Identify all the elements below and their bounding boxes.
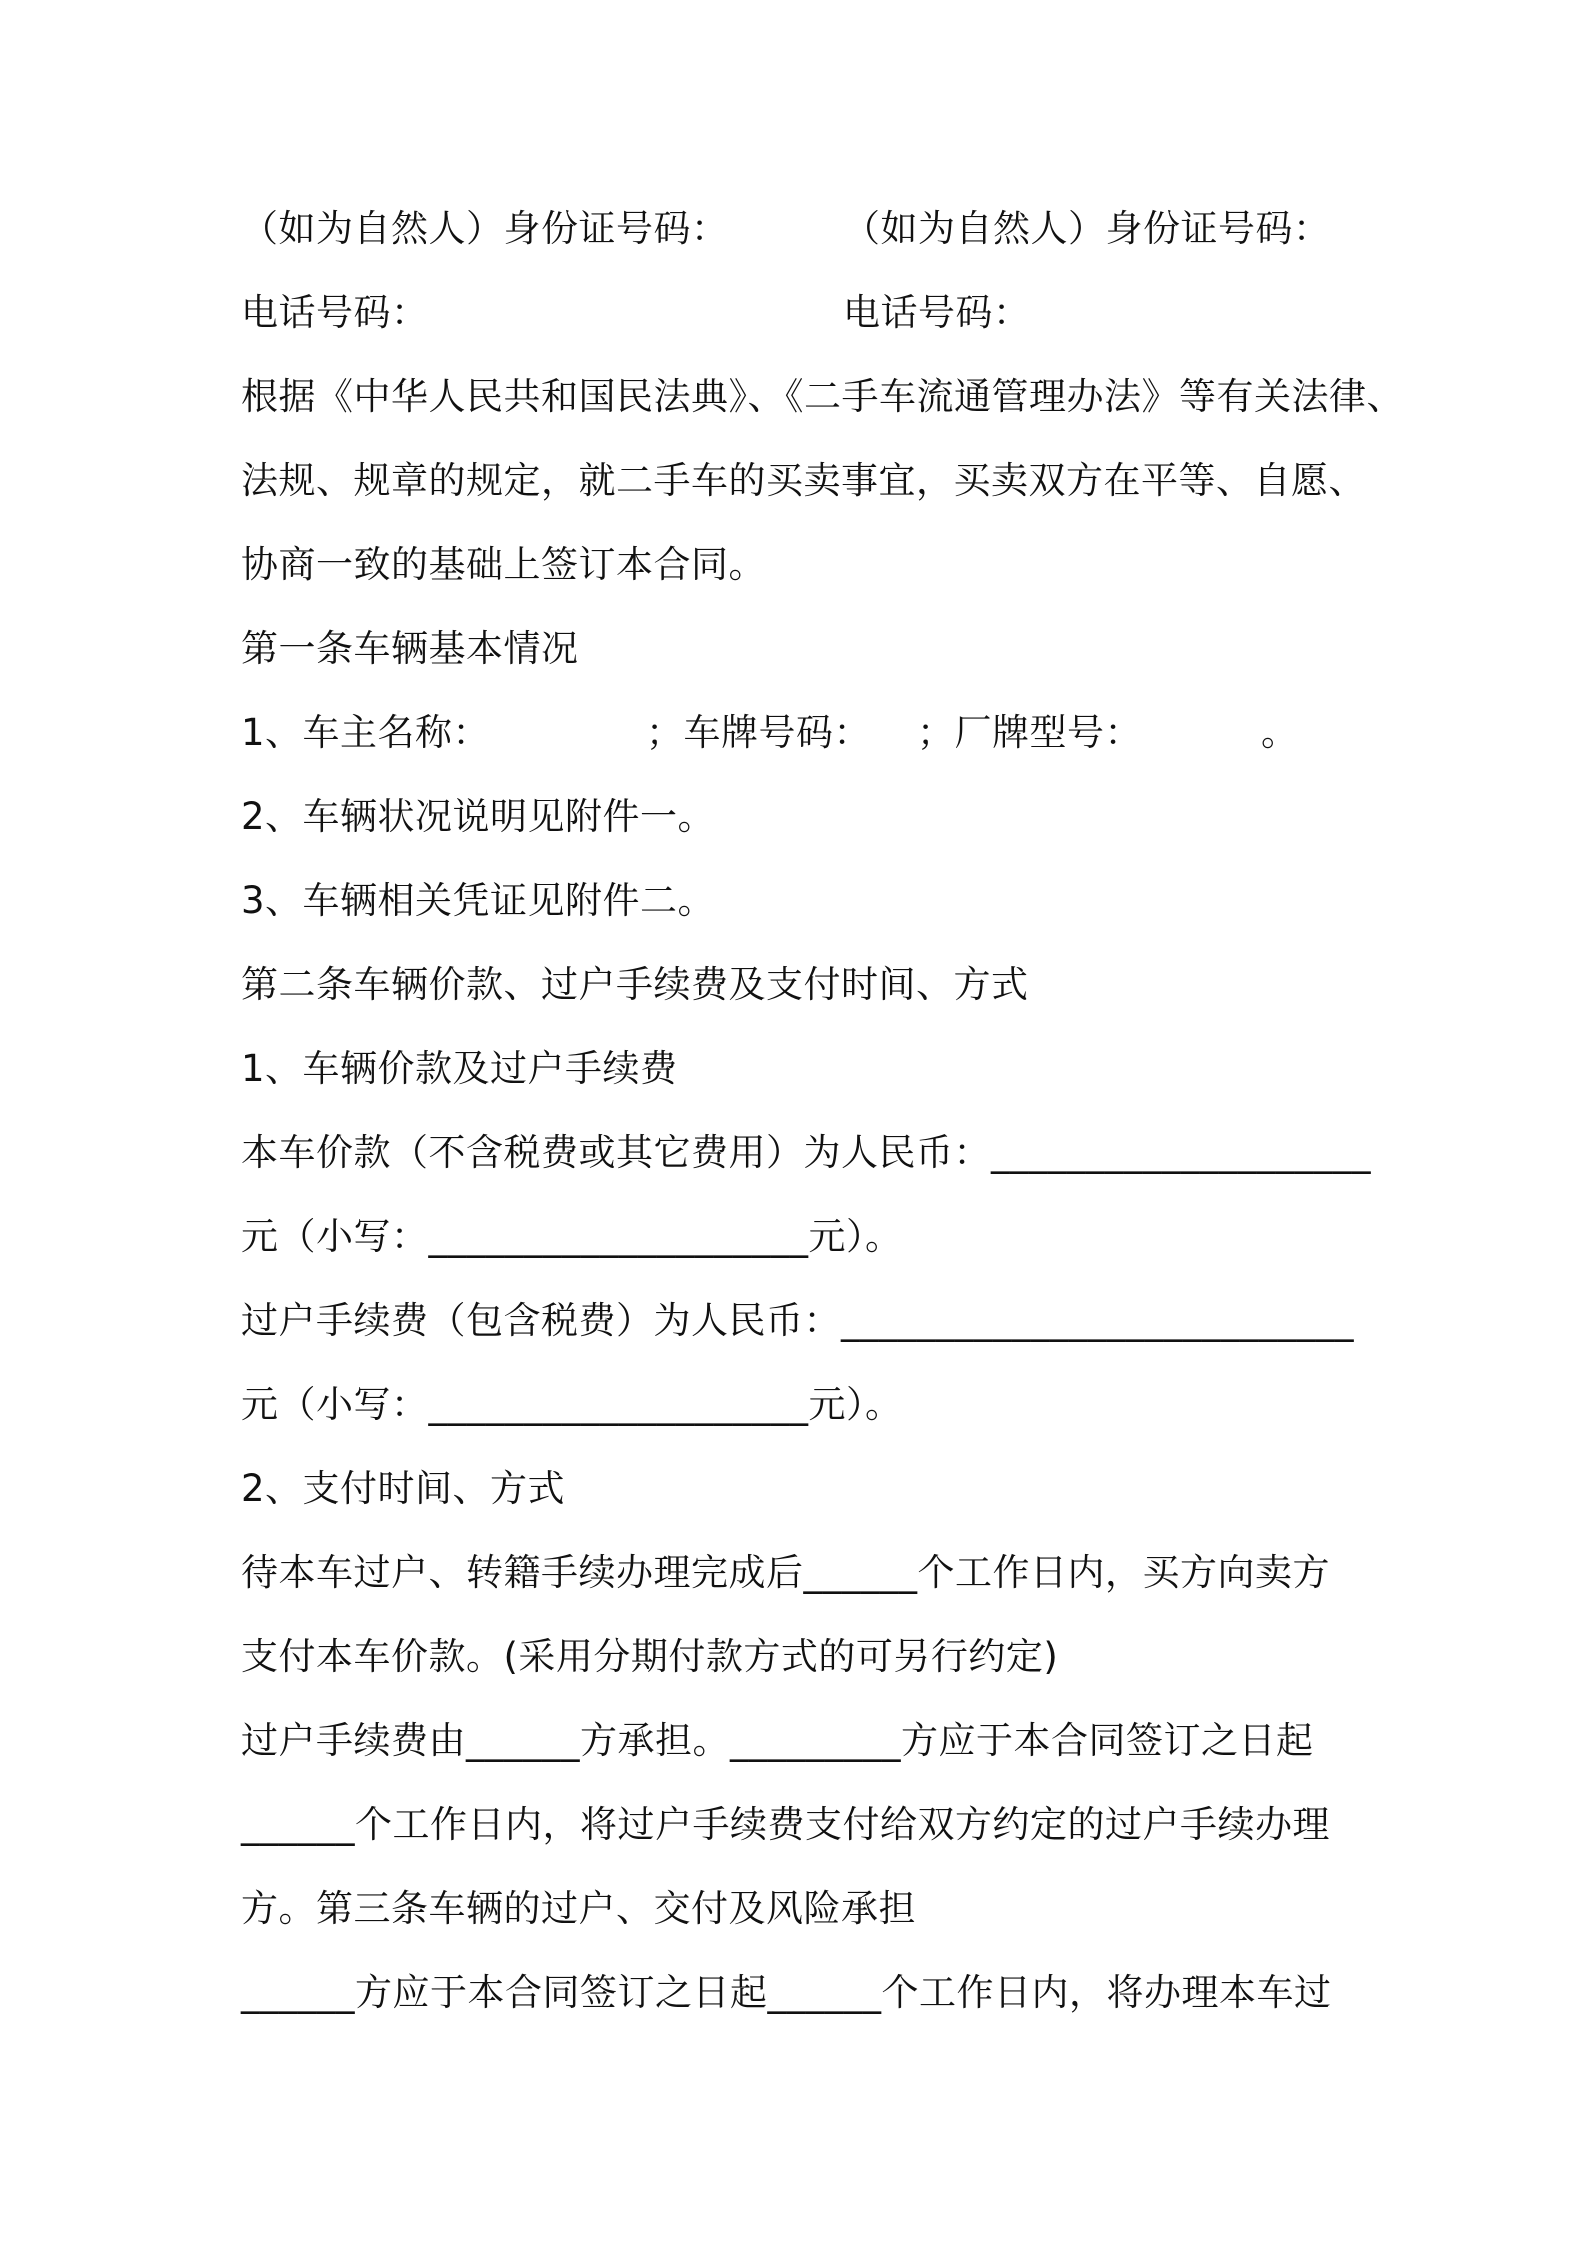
buyer-phone-label: 电话号码： (843, 291, 1031, 334)
fee-payment-line-1: 过户手续费由______方承担。_________方应于本合同签订之日起 (241, 1719, 1314, 1762)
phone-row (241, 284, 1361, 368)
vehicle-info-row (241, 704, 1361, 788)
fee-payment-line-3: 方。第三条车辆的过户、交付及风险承担 (241, 1887, 916, 1930)
fee-line-1: 过户手续费（包含税费）为人民币：___________________________ (241, 1299, 1354, 1342)
article-2-title: 第二条车辆价款、过户手续费及支付时间、方式 (241, 963, 1029, 1006)
price-line-2: 元（小写：____________________元）。 (241, 1215, 903, 1258)
vehicle-condition-item: 2、车辆状况说明见附件一。 (241, 795, 716, 838)
id-number-row (241, 200, 1361, 284)
payment-line-2: 支付本车价款。(采用分期付款方式的可另行约定) (241, 1635, 1059, 1678)
article-3-line-1: ______方应于本合同签订之日起______个工作日内，将办理本车过 (241, 1971, 1332, 2014)
buyer-id-number-label: （如为自然人）身份证号码： (843, 207, 1331, 250)
contract-body (241, 200, 1404, 2048)
fee-payment-line-2: ______个工作日内，将过户手续费支付给双方约定的过户手续办理 (241, 1803, 1330, 1846)
price-fee-subtitle: 1、车辆价款及过户手续费 (241, 1047, 678, 1090)
row-end-mark: 。 (1261, 711, 1299, 754)
fee-line-2: 元（小写：____________________元）。 (241, 1383, 903, 1426)
price-line-1: 本车价款（不含税费或其它费用）为人民币：____________________ (241, 1131, 1371, 1174)
intro-line-2: 法规、规章的规定，就二手车的买卖事宜，买卖双方在平等、自愿、 (241, 459, 1366, 502)
vehicle-documents-item: 3、车辆相关凭证见附件二。 (241, 879, 716, 922)
intro-line-1: 根据《中华人民共和国民法典》、《二手车流通管理办法》等有关法律、 (241, 375, 1404, 418)
brand-model-label: ；厂牌型号： (917, 711, 1142, 754)
seller-phone-label: 电话号码： (241, 291, 429, 334)
owner-name-label: 1、车主名称： (241, 711, 491, 754)
intro-line-3: 协商一致的基础上签订本合同。 (241, 543, 766, 586)
payment-subtitle: 2、支付时间、方式 (241, 1467, 566, 1510)
article-1-title: 第一条车辆基本情况 (241, 627, 579, 670)
plate-number-label: ；车牌号码： (646, 711, 871, 754)
payment-line-1: 待本车过户、转籍手续办理完成后______个工作日内，买方向卖方 (241, 1551, 1330, 1594)
seller-id-number-label: （如为自然人）身份证号码： (241, 207, 729, 250)
